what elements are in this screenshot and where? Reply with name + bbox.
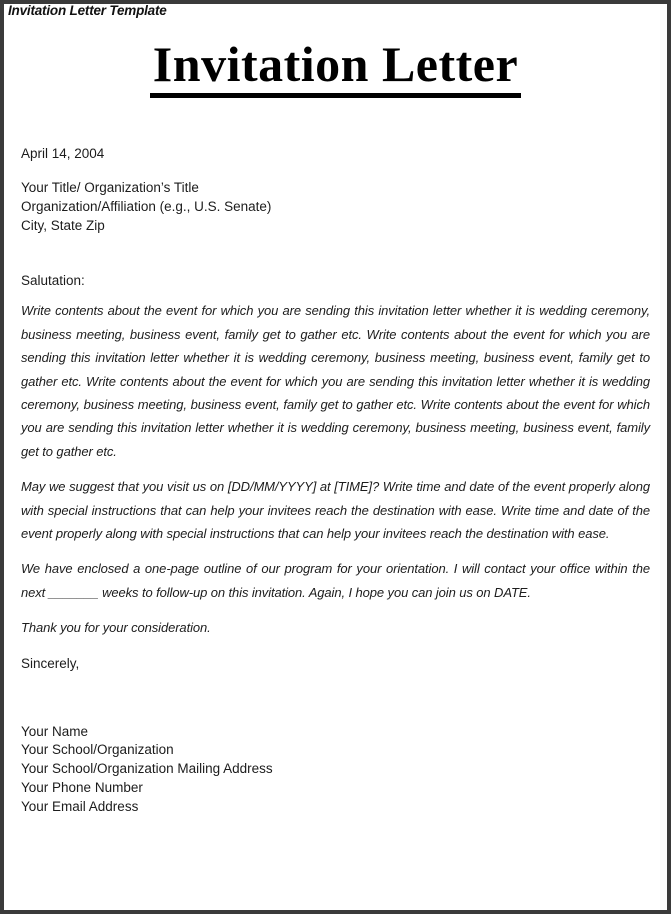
closing-line: Sincerely, (21, 655, 80, 671)
letter-date: April 14, 2004 (21, 146, 105, 161)
address-line-organization: Organization/Affiliation (e.g., U.S. Senate) (21, 198, 272, 214)
thank-you-line: Thank you for your consideration. (21, 620, 211, 636)
salutation-line: Salutation: (21, 273, 85, 289)
signature-line-phone-number: Your Phone Number (21, 780, 143, 796)
letter-title-wrap (21, 38, 650, 98)
signature-line-name: Your Name (21, 723, 89, 739)
signature-block (21, 723, 650, 817)
body-paragraph-enclosure-followup: We have enclosed a one-page outline of our program for your orientation. I will contact your office within the next _______ weeks to follow-up on this invitation. Again, I hope you can join us on DATE. (21, 561, 650, 600)
address-line-title: Your Title/ Organization’s Title (21, 180, 199, 195)
body-paragraph-event-contents: Write contents about the event for which you are sending this invitation letter whether it is wedding ceremony, business meeting, business event, family get to gather etc. Write contents about the event for which you are sending this invitation letter whether it is wedding ceremony, business meeting, business event, family get to gather etc. Write contents about the event for which you are sending this invitation letter whether it is wedding ceremony, business meeting, business event, family get to gather etc. Write contents about the event for which you are sending this invitation letter whether it is wedding ceremony, business meeting, business event, family get to gather etc. (21, 303, 650, 459)
letter-title: Invitation Letter (150, 38, 521, 98)
signature-line-email-address: Your Email Address (21, 798, 139, 814)
signature-line-mailing-address: Your School/Organization Mailing Address (21, 761, 273, 777)
address-line-city-state-zip: City, State Zip (21, 217, 105, 233)
letter-content (4, 38, 667, 817)
template-watermark-label: Invitation Letter Template (2, 1, 176, 20)
signature-line-school-organization: Your School/Organization (21, 742, 174, 758)
body-paragraph-date-time: May we suggest that you visit us on [DD/MM/YYYY] at [TIME]? Write time and date of the event properly along with special instructions that can help your invitees reach the destination with ease. Write time and date of the event properly along with special instructions that can help your invitees reach the destination with ease. (21, 479, 650, 542)
recipient-address-block (21, 179, 650, 235)
